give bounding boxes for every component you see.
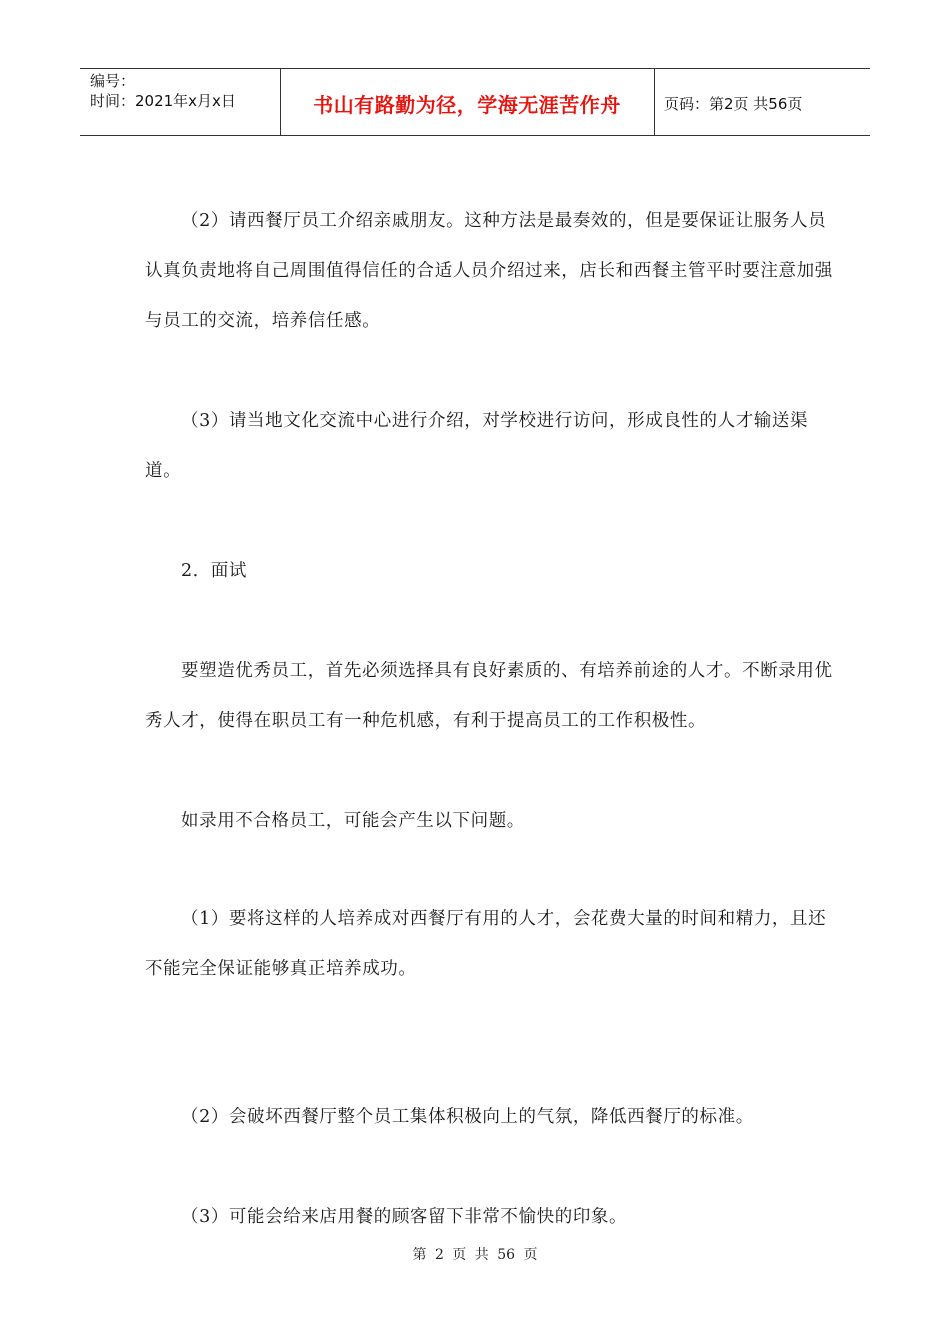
paragraph: （2）请西餐厅员工介绍亲戚朋友。这种方法是最奏效的，但是要保证让服务人员认真负责地将自己周围值得信任的合适人员介绍过来，店长和西餐主管平时要注意加强与员工的交流，培养信任感。 <box>145 211 833 331</box>
paragraph: 如录用不合格员工，可能会产生以下问题。 <box>181 811 525 831</box>
header-motto: 书山有路勤为径，学海无涯苦作舟 <box>313 93 621 117</box>
paragraph: （2）会破坏西餐厅整个员工集体积极向上的气氛，降低西餐厅的标准。 <box>181 1107 754 1127</box>
document-date-label: 时间：2021年x月x日 <box>90 92 236 110</box>
paragraph: 要塑造优秀员工，首先必须选择具有良好素质的、有培养前途的人才。不断录用优秀人才，使得在职员工有一种危机感，有利于提高员工的工作积极性。 <box>145 661 833 731</box>
document-number-label: 编号： <box>90 72 136 90</box>
page-header <box>80 68 870 136</box>
section-heading: 2．面试 <box>181 561 248 581</box>
paragraph: （3）请当地文化交流中心进行介绍，对学校进行访问，形成良性的人才输送渠道。 <box>145 411 809 481</box>
header-page-info: 页码：第2页 共56页 <box>664 95 803 113</box>
paragraph: （3）可能会给来店用餐的顾客留下非常不愉快的印象。 <box>181 1207 628 1227</box>
header-meta <box>90 71 236 111</box>
page-footer: 第 2 页 共 56 页 <box>412 1247 538 1263</box>
header-divider <box>654 69 655 135</box>
paragraph: （1）要将这样的人培养成对西餐厅有用的人才，会花费大量的时间和精力，且还不能完全保证能够真正培养成功。 <box>145 909 827 979</box>
